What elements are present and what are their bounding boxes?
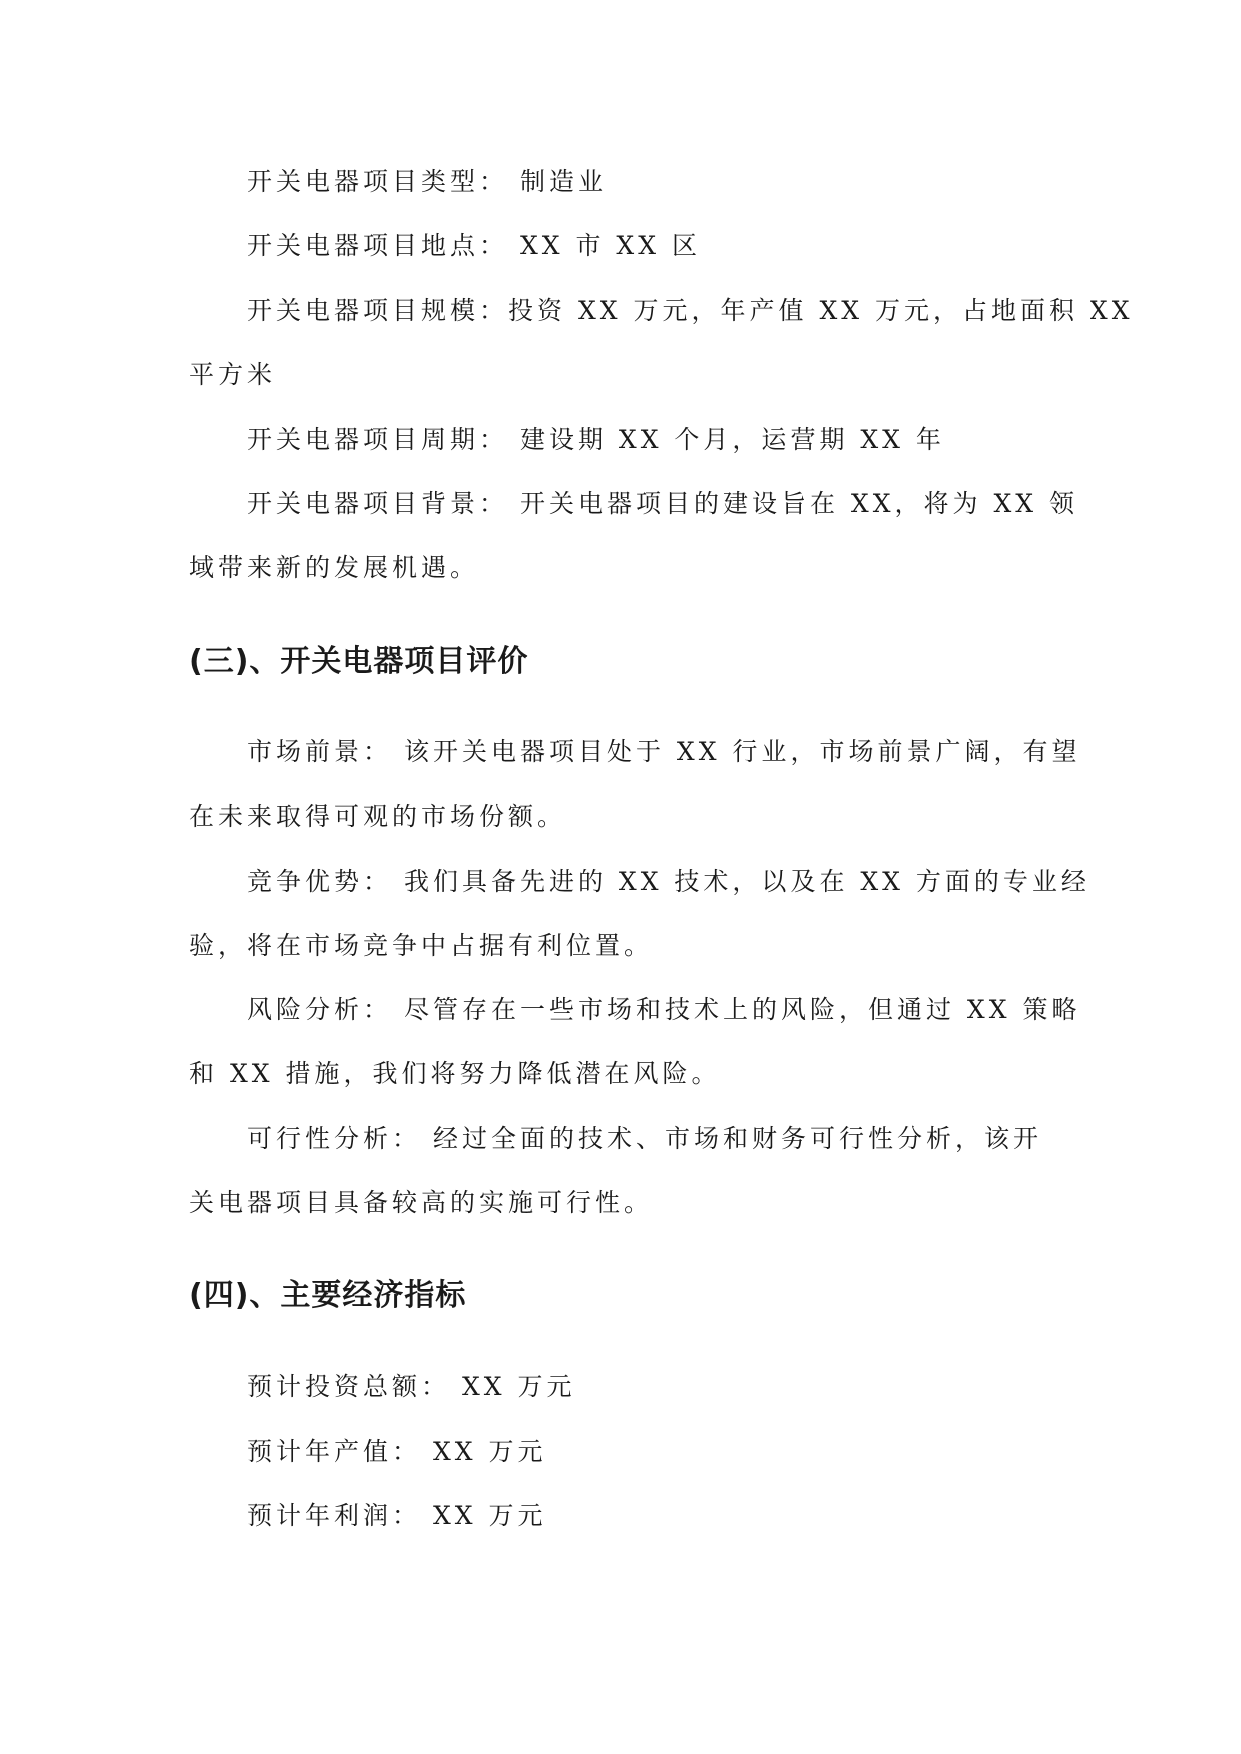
annual-profit-line: 预计年利润： XX 万元 [247, 1501, 547, 1530]
competitive-advantage-line-1: 竞争优势： 我们具备先进的 XX 技术，以及在 XX 方面的专业经 [247, 867, 1090, 896]
project-location-line: 开关电器项目地点： XX 市 XX 区 [247, 231, 701, 260]
feasibility-analysis-line-1: 可行性分析： 经过全面的技术、市场和财务可行性分析，该开 [247, 1124, 1042, 1153]
section-heading-indicators: (四)、主要经济指标 [189, 1278, 467, 1313]
project-scale-line-1: 开关电器项目规模：投资 XX 万元，年产值 XX 万元，占地面积 XX [247, 296, 1134, 325]
project-background-line-2: 域带来新的发展机遇。 [189, 553, 480, 582]
risk-analysis-line-1: 风险分析： 尽管存在一些市场和技术上的风险，但通过 XX 策略 [247, 995, 1081, 1024]
competitive-advantage-line-2: 验，将在市场竞争中占据有利位置。 [189, 931, 654, 960]
total-investment-line: 预计投资总额： XX 万元 [247, 1372, 576, 1401]
annual-output-line: 预计年产值： XX 万元 [247, 1437, 547, 1466]
project-background-line-1: 开关电器项目背景： 开关电器项目的建设旨在 XX，将为 XX 领 [247, 489, 1078, 518]
market-outlook-line-2: 在未来取得可观的市场份额。 [189, 802, 567, 831]
project-period-line: 开关电器项目周期： 建设期 XX 个月，运营期 XX 年 [247, 425, 945, 454]
project-type-line: 开关电器项目类型： 制造业 [247, 167, 607, 196]
market-outlook-line-1: 市场前景： 该开关电器项目处于 XX 行业，市场前景广阔，有望 [247, 737, 1081, 766]
risk-analysis-line-2: 和 XX 措施，我们将努力降低潜在风险。 [189, 1059, 721, 1088]
section-heading-evaluation: (三)、开关电器项目评价 [189, 644, 529, 679]
feasibility-analysis-line-2: 关电器项目具备较高的实施可行性。 [189, 1188, 654, 1217]
project-scale-line-2: 平方米 [189, 360, 277, 389]
